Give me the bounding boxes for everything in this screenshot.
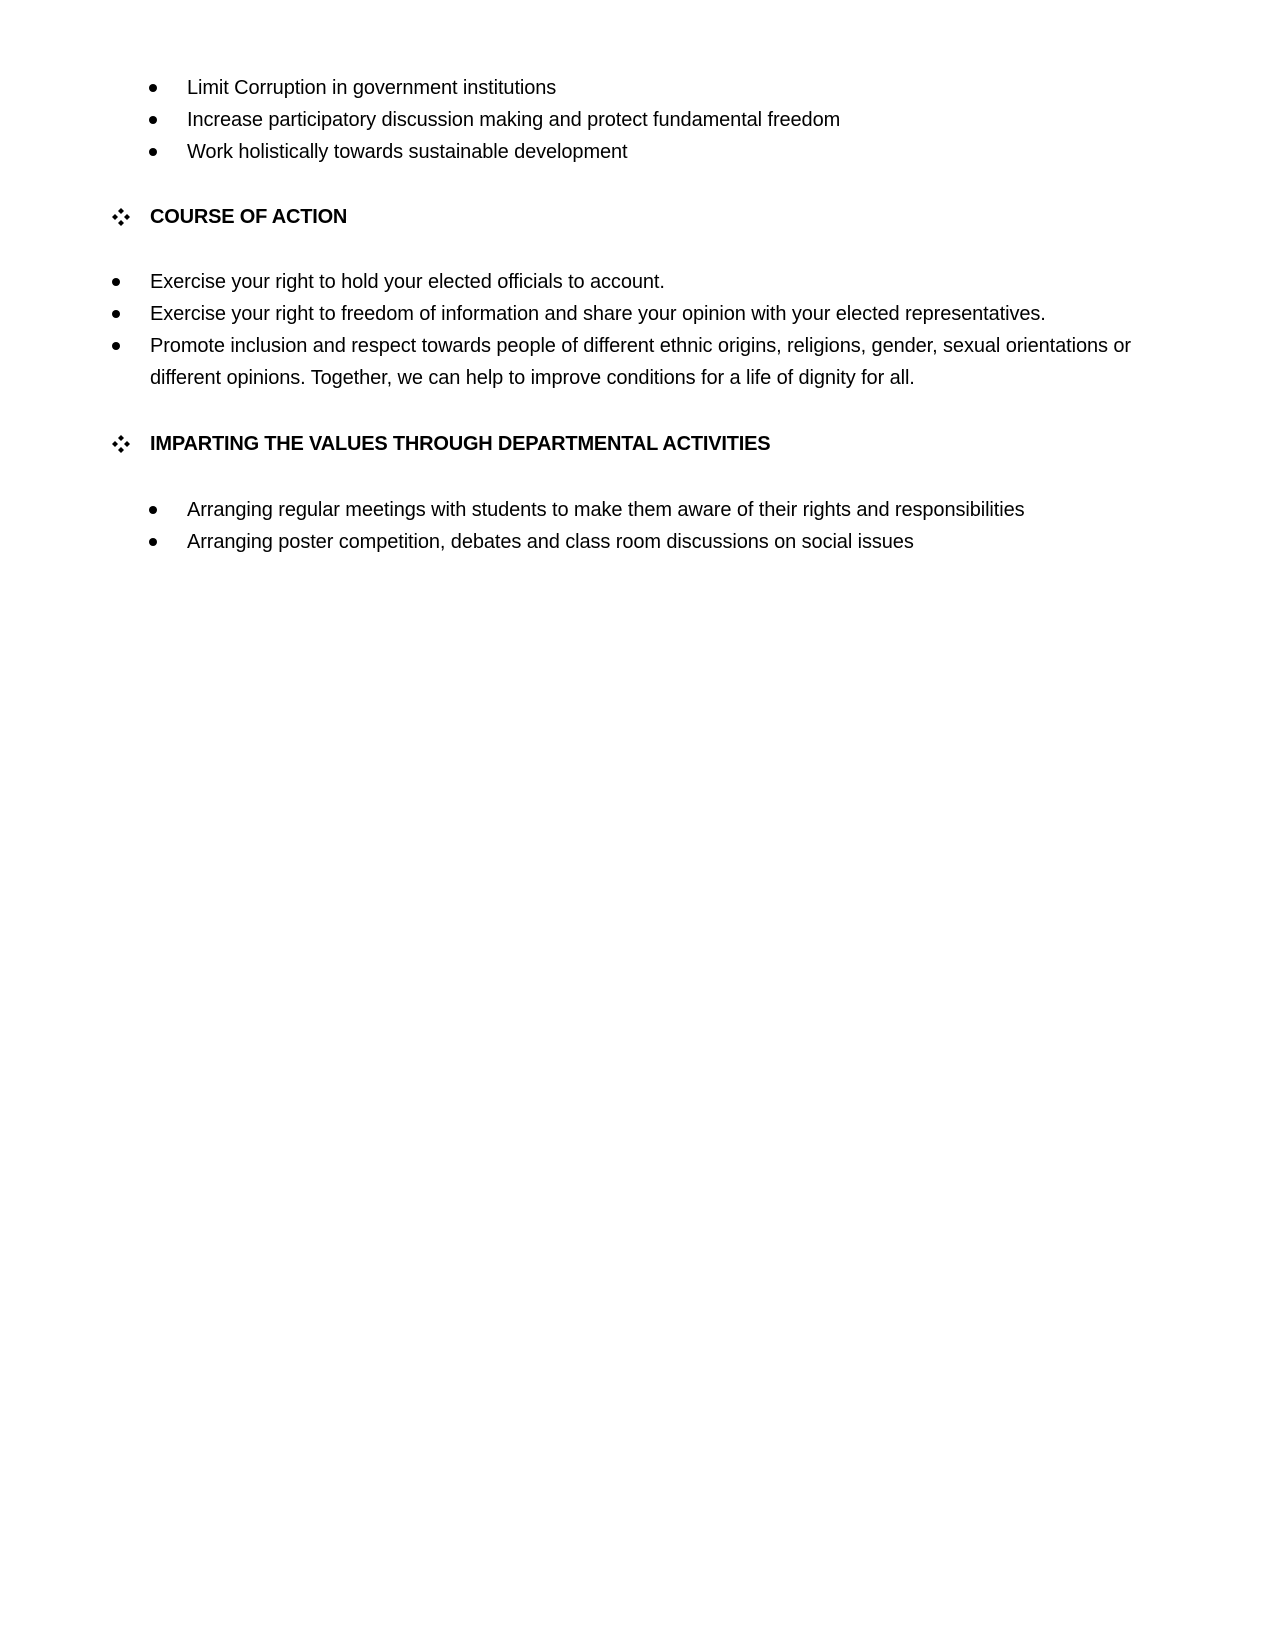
section-heading-text: COURSE OF ACTION bbox=[150, 206, 348, 228]
list-item bbox=[187, 104, 1187, 136]
bullet-icon bbox=[149, 84, 157, 92]
list-item bbox=[187, 136, 1187, 168]
list-item bbox=[150, 266, 1185, 298]
list-item-text: Promote inclusion and respect towards people of different ethnic origins, religions, gender, sexual orientations or different opinions. Together, we can help to improve conditions for a life of dignity for all. bbox=[150, 335, 1131, 389]
departmental-activities-list bbox=[187, 494, 1187, 558]
bullet-icon bbox=[112, 278, 120, 286]
diamond-ornament-icon bbox=[112, 435, 130, 453]
bullet-icon bbox=[112, 342, 120, 350]
bullet-icon bbox=[149, 506, 157, 514]
list-item bbox=[187, 494, 1187, 526]
diamond-ornament-icon bbox=[112, 208, 130, 226]
list-item-text: Limit Corruption in government institutions bbox=[187, 77, 557, 99]
bullet-icon bbox=[149, 538, 157, 546]
list-item bbox=[150, 330, 1185, 394]
list-item-text: Exercise your right to hold your elected officials to account. bbox=[150, 271, 665, 293]
intro-bullet-list bbox=[187, 72, 1187, 168]
course-of-action-list bbox=[150, 266, 1185, 394]
list-item bbox=[150, 298, 1185, 330]
list-item bbox=[187, 72, 1187, 104]
list-item-text: Exercise your right to freedom of information and share your opinion with your elected representatives. bbox=[150, 303, 1046, 325]
bullet-icon bbox=[149, 148, 157, 156]
list-item bbox=[187, 526, 1187, 558]
bullet-icon bbox=[112, 310, 120, 318]
bullet-icon bbox=[149, 116, 157, 124]
list-item-text: Increase participatory discussion making and protect fundamental freedom bbox=[187, 109, 841, 131]
list-item-text: Arranging regular meetings with students to make them aware of their rights and responsibilities bbox=[187, 499, 1025, 521]
section-heading-text: IMPARTING THE VALUES THROUGH DEPARTMENTAL ACTIVITIES bbox=[150, 433, 771, 455]
list-item-text: Work holistically towards sustainable development bbox=[187, 141, 628, 163]
list-item-text: Arranging poster competition, debates and class room discussions on social issues bbox=[187, 531, 914, 553]
